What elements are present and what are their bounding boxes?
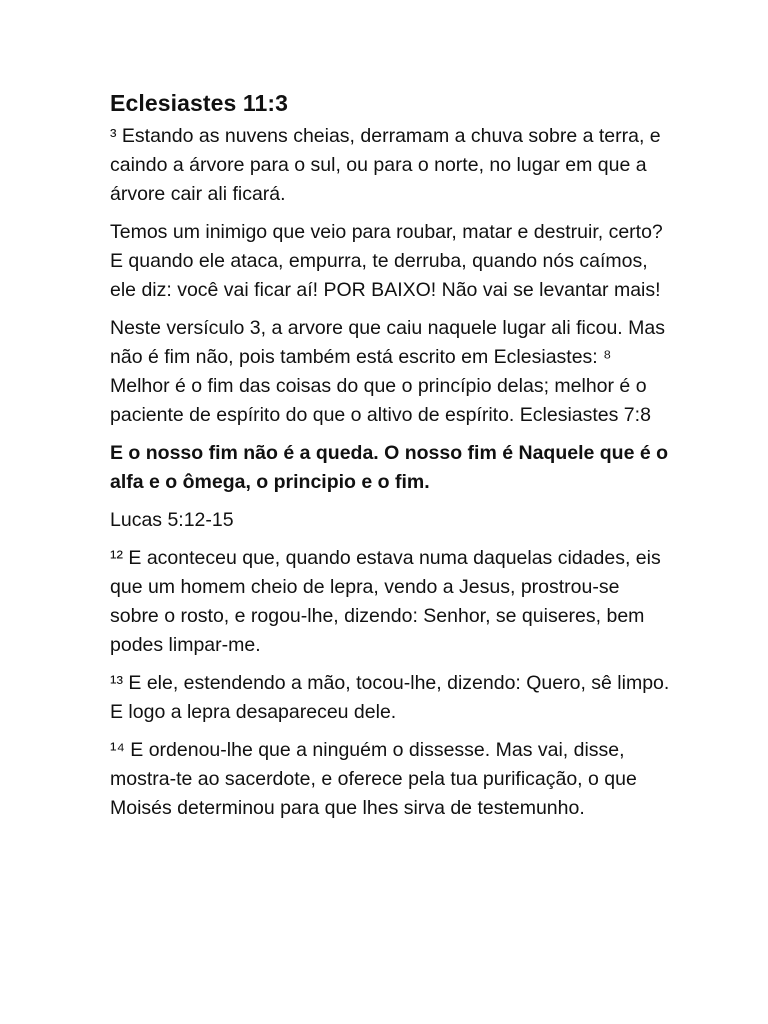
paragraph-eclesiastes-verse-3: ³ Estando as nuvens cheias, derramam a chuva sobre a terra, e caindo a árvore para o sul, ou para o norte, no lugar em que a árvore cair ali ficará. [110, 125, 661, 205]
paragraph-nosso-fim: E o nosso fim não é a queda. O nosso fim é Naquele que é o alfa e o ômega, o principio e o fim. [110, 442, 669, 493]
paragraph-versiculo-3: Neste versículo 3, a arvore que caiu naquele lugar ali ficou. Mas não é fim não, pois também está escrito em Eclesiastes: ⁸ Melhor é o fim das coisas do que o princípio delas; melhor é o paciente de espírito do que o altivo de espírito. Eclesiastes 7:8 [110, 317, 665, 426]
reference-lucas: Lucas 5:12-15 [110, 509, 234, 531]
paragraph-lucas-verse-12: ¹² E aconteceu que, quando estava numa daquelas cidades, eis que um homem cheio de lepra, vendo a Jesus, prostrou-se sobre o rosto, e rogou-lhe, dizendo: Senhor, se quiseres, bem podes limpar-me. [110, 547, 661, 656]
paragraph-inimigo: Temos um inimigo que veio para roubar, matar e destruir, certo? E quando ele ataca, empurra, te derruba, quando nós caímos, ele diz: você vai ficar aí! POR BAIXO! Não vai se levantar mais! [110, 221, 663, 301]
paragraph-lucas-verse-13: ¹³ E ele, estendendo a mão, tocou-lhe, dizendo: Quero, sê limpo. E logo a lepra desapareceu dele. [110, 672, 670, 723]
document-title: Eclesiastes 11:3 [110, 90, 289, 116]
document-page [110, 88, 670, 832]
paragraph-lucas-verse-14: ¹⁴ E ordenou-lhe que a ninguém o dissesse. Mas vai, disse, mostra-te ao sacerdote, e oferece pela tua purificação, o que Moisés determinou para que lhes sirva de testemunho. [110, 739, 637, 819]
